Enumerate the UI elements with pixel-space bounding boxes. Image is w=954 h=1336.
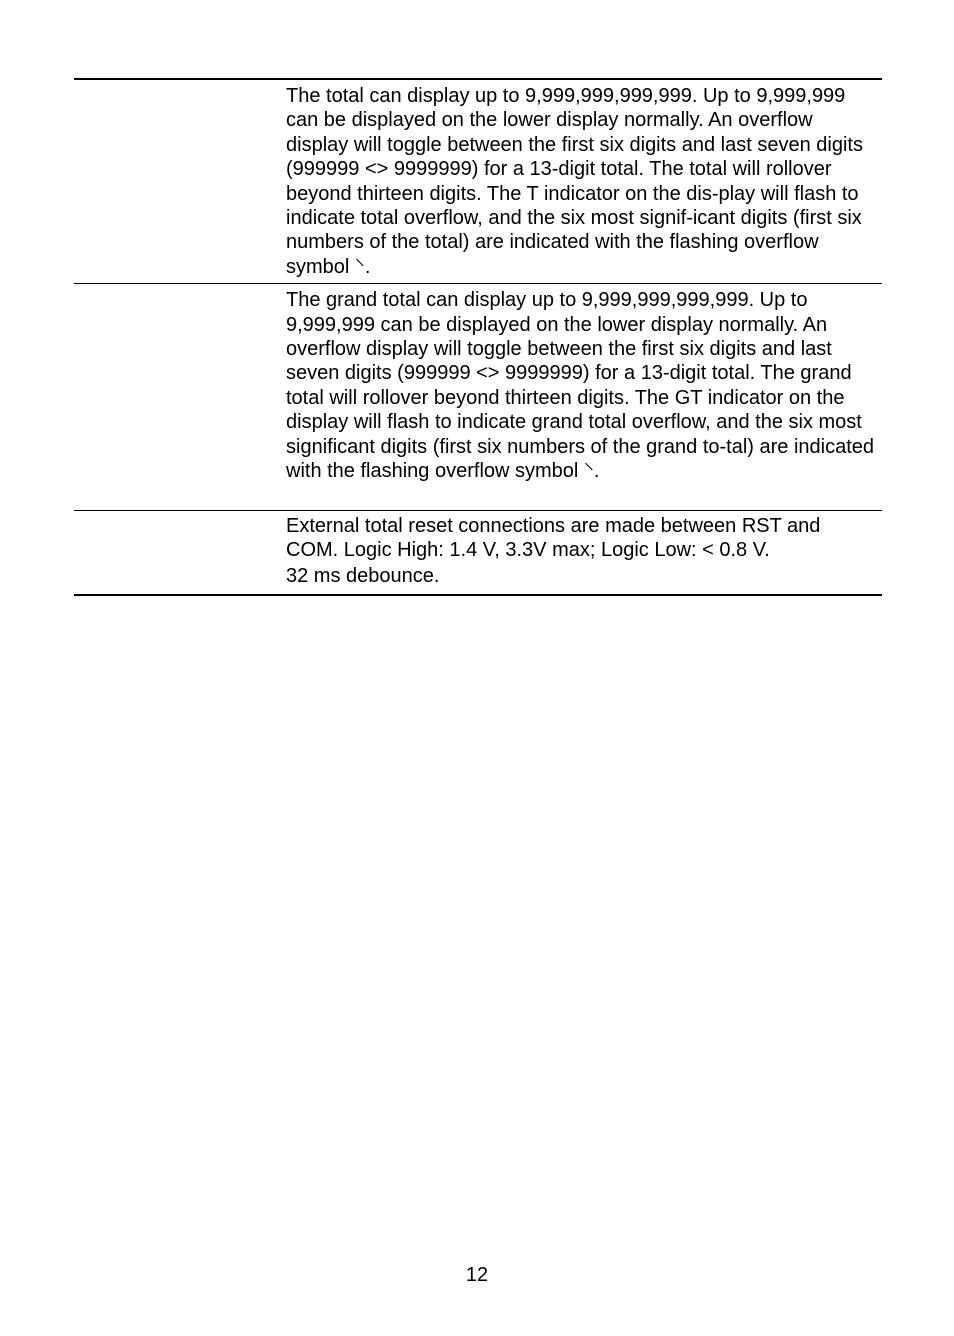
grand-total-display-description [286,284,882,509]
overflow-symbol-icon: ⸌ [354,255,365,278]
total-display-text: The total can display up to 9,999,999,999,999. Up to 9,999,999 can be displayed on the lower display normally. An overflow display will toggle between the first six digits and last seven digits (999999 <> 9999999) for a 13-digit total. The total will rollover beyond thirteen digits. The T indicator on the dis-play will flash to indicate total overflow, and the six most signif-icant digits (first six numbers of the total) are indicated with the flashing overflow symbol [286,85,863,278]
spec-label-cell [74,80,286,283]
spec-label-cell [74,284,286,509]
spec-label-cell [74,511,286,594]
debounce-text: 32 ms debounce. [286,565,440,588]
external-reset-row [74,511,882,594]
sentence-end: . [364,255,371,278]
external-reset-description [286,511,882,594]
external-reset-text: External total reset connections are made between RST and COM. Logic High: 1.4 V, 3.3V max; Logic Low: < 0.8 V. [286,514,821,561]
spec-table [74,78,882,596]
grand-total-display-text: The grand total can display up to 9,999,999,999,999. Up to 9,999,999 can be displayed on the lower display normally. An overflow display will toggle between the first six digits and last seven digits (999999 <> 9999999) for a 13-digit total. The grand total will rollover beyond thirteen digits. The GT indicator on the display will flash to indicate grand total overflow, and the six most significant digits (first six numbers of the grand to-tal) are indicated with the flashing overflow symbol [286,289,875,483]
page-number: 12 [465,1264,489,1286]
total-display-description [286,80,882,283]
grand-total-display-row [74,284,882,510]
total-display-row [74,80,882,284]
sentence-end: . [593,460,600,483]
overflow-symbol-icon: ⸌ [583,460,594,483]
